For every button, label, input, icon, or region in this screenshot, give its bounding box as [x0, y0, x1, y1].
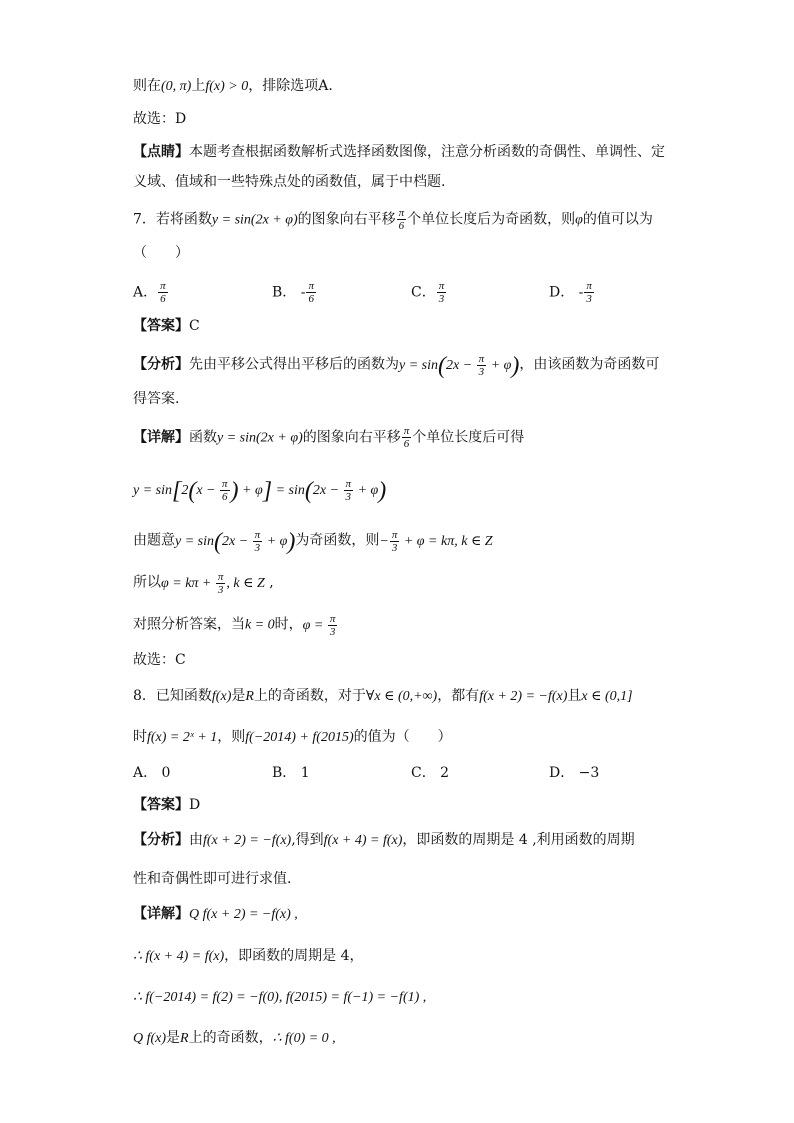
text: ，都有	[437, 688, 480, 704]
math-interval: (0, π)	[161, 79, 192, 94]
question-7	[133, 207, 653, 232]
math-k: k = 0	[245, 617, 275, 633]
option-letter: A．	[133, 284, 158, 301]
option-letter: D． -	[549, 284, 584, 301]
text: 的图象向右平移	[297, 211, 396, 228]
text: 的值为（ ）	[353, 729, 452, 745]
option-b: B． 1	[272, 765, 310, 781]
math-function: y = sin(2x + φ)	[211, 212, 298, 228]
text: 是	[166, 1030, 181, 1046]
option-b	[272, 280, 317, 305]
text: ,得到	[291, 832, 324, 848]
text: 由	[189, 832, 203, 848]
option-fraction: $\frac{\pi}{3}$	[438, 280, 445, 305]
option-c	[411, 280, 447, 305]
text: 的值可以为	[582, 211, 653, 228]
math-R: R	[180, 1031, 189, 1046]
phi: φ	[575, 212, 583, 228]
text-line: 得答案.	[133, 391, 180, 407]
section-tag: 【答案】	[133, 797, 189, 813]
text: 对照分析答案，当	[133, 616, 245, 633]
text-line: 性和奇偶性即可进行求值.	[133, 871, 292, 887]
option-fraction: $\frac{\pi}{6}$	[308, 280, 314, 305]
answer-blank: （ ）	[133, 245, 189, 261]
text: ，由该函数为奇函数可	[519, 356, 660, 373]
text: 上	[191, 78, 206, 94]
text: 是	[231, 688, 246, 704]
math-forall: ∀x ∈ (0,+∞)	[365, 689, 438, 704]
answer-value: D	[189, 797, 201, 813]
equation-line	[133, 478, 386, 503]
fraction	[397, 207, 407, 232]
derivation-line	[133, 1028, 336, 1049]
text: 则在	[133, 78, 161, 94]
section-tag: 【分析】	[133, 356, 189, 373]
text: ，即函数的周期是 4 ,利用函数的周期	[402, 832, 635, 848]
derivation-line	[133, 987, 426, 1008]
result-line: 所以φ = kπ + $\frac{\pi}{3}$ , k ∈ Z ,	[133, 571, 274, 596]
question-number: 7．若将函数	[133, 211, 212, 228]
math-expression: φ = kπ + $\frac{\pi}{3}$ , k ∈ Z	[161, 571, 265, 596]
text: 时	[133, 729, 147, 745]
text: 个单位长度后可得	[412, 429, 525, 446]
compare-line	[133, 613, 338, 638]
detail-line	[133, 425, 524, 450]
text-line	[133, 76, 333, 97]
math-expression: y = sin(2x − $\frac{\pi}{3}$ + φ)	[399, 352, 520, 379]
math-period: ∴ f(x + 4) = f(x)	[133, 949, 225, 964]
option-a: A． 0	[133, 765, 171, 781]
math-equation: y = sin[2(x − $\frac{\pi}{6}$ ) + φ] = sin(2x − $\frac{\pi}{3}$ + φ)	[133, 477, 387, 504]
option-d	[549, 280, 595, 305]
math-R: R	[245, 689, 254, 704]
answer-line	[133, 316, 200, 336]
math-phi-value: φ = $\frac{\pi}{3}$	[302, 613, 336, 638]
choice-line: 故选：C	[133, 652, 186, 668]
section-tag: 【答案】	[133, 318, 189, 334]
text: 函数	[189, 429, 217, 446]
detail-line	[133, 904, 298, 925]
analysis-line	[133, 353, 659, 378]
option-fraction: $\frac{\pi}{3}$	[586, 280, 592, 305]
text: 且	[567, 688, 582, 704]
text: 所以	[133, 574, 161, 591]
option-letter: C．	[411, 284, 436, 301]
math-relation: f(x + 2) = −f(x)	[203, 833, 292, 848]
text: 上的奇函数，对于	[253, 688, 366, 704]
text: 由题意	[133, 532, 175, 549]
answer-line	[133, 795, 200, 815]
text-line: 义域、值域和一些特殊点处的函数值，属于中档题.	[133, 174, 446, 190]
text: 的图象向右平移	[302, 429, 401, 446]
math-derivation: ∴ f(−2014) = f(2) = −f(0), f(2015) = f(−1) = −f(1) ,	[133, 990, 427, 1005]
answer-value: C	[189, 318, 200, 334]
choice-line: 故选：D	[133, 111, 187, 127]
condition-line	[133, 529, 493, 554]
math-condition: − $\frac{\pi}{3}$ + φ = kπ, k ∈ Z	[379, 529, 493, 554]
comment-line	[133, 142, 665, 162]
text: 上的奇函数，	[188, 1030, 273, 1046]
text: 先由平移公式得出平移后的函数为	[189, 356, 399, 373]
section-tag: 【点睛】	[133, 144, 189, 160]
math-definition: f(x) = 2ˣ + 1	[147, 730, 218, 745]
text: ，则	[217, 729, 246, 745]
section-tag: 【详解】	[133, 429, 189, 446]
text: 本题考查根据函数解析式选择函数图像，注意分析函数的奇偶性、单调性、定	[189, 144, 665, 160]
option-c: C． 2	[411, 765, 450, 781]
section-tag: 【分析】	[133, 832, 189, 848]
math-relation: Q f(x + 2) = −f(x) ,	[189, 907, 298, 922]
question-8	[133, 686, 633, 707]
question-number: 8．已知函数	[133, 688, 212, 704]
math-relation: f(x + 2) = −f(x)	[479, 689, 568, 704]
math-inequality: f(x) > 0	[205, 79, 249, 94]
math-domain: x ∈ (0,1]	[581, 689, 633, 704]
math-function: y = sin(2x − $\frac{\pi}{3}$ + φ)	[175, 528, 296, 555]
fraction: $\frac{\pi}{6}$	[403, 425, 410, 450]
math-function: y = sin(2x + φ)	[217, 430, 303, 446]
numerator: π	[398, 207, 405, 219]
math-f0: ∴ f(0) = 0 ,	[272, 1031, 336, 1046]
text: 为奇函数，则	[295, 532, 380, 549]
denominator: 6	[398, 220, 405, 232]
derivation-line	[133, 946, 364, 967]
analysis-line	[133, 830, 635, 851]
option-d: D． −3	[549, 765, 600, 781]
text: ，排除选项A.	[248, 78, 333, 94]
math-period: f(x + 4) = f(x)	[323, 833, 403, 848]
text: ，即函数的周期是 4，	[224, 948, 364, 964]
text: 时，	[274, 616, 303, 633]
option-letter: B． -	[272, 284, 306, 301]
text: 个单位长度后为奇函数，则	[407, 211, 576, 228]
math-fx: Q f(x)	[133, 1031, 167, 1046]
option-a	[133, 280, 169, 305]
question-8-line2	[133, 727, 452, 748]
math-sum: f(−2014) + f(2015)	[245, 730, 354, 745]
math-fx: f(x)	[211, 689, 232, 704]
option-fraction: $\frac{\pi}{6}$	[160, 280, 166, 305]
section-tag: 【详解】	[133, 906, 189, 922]
